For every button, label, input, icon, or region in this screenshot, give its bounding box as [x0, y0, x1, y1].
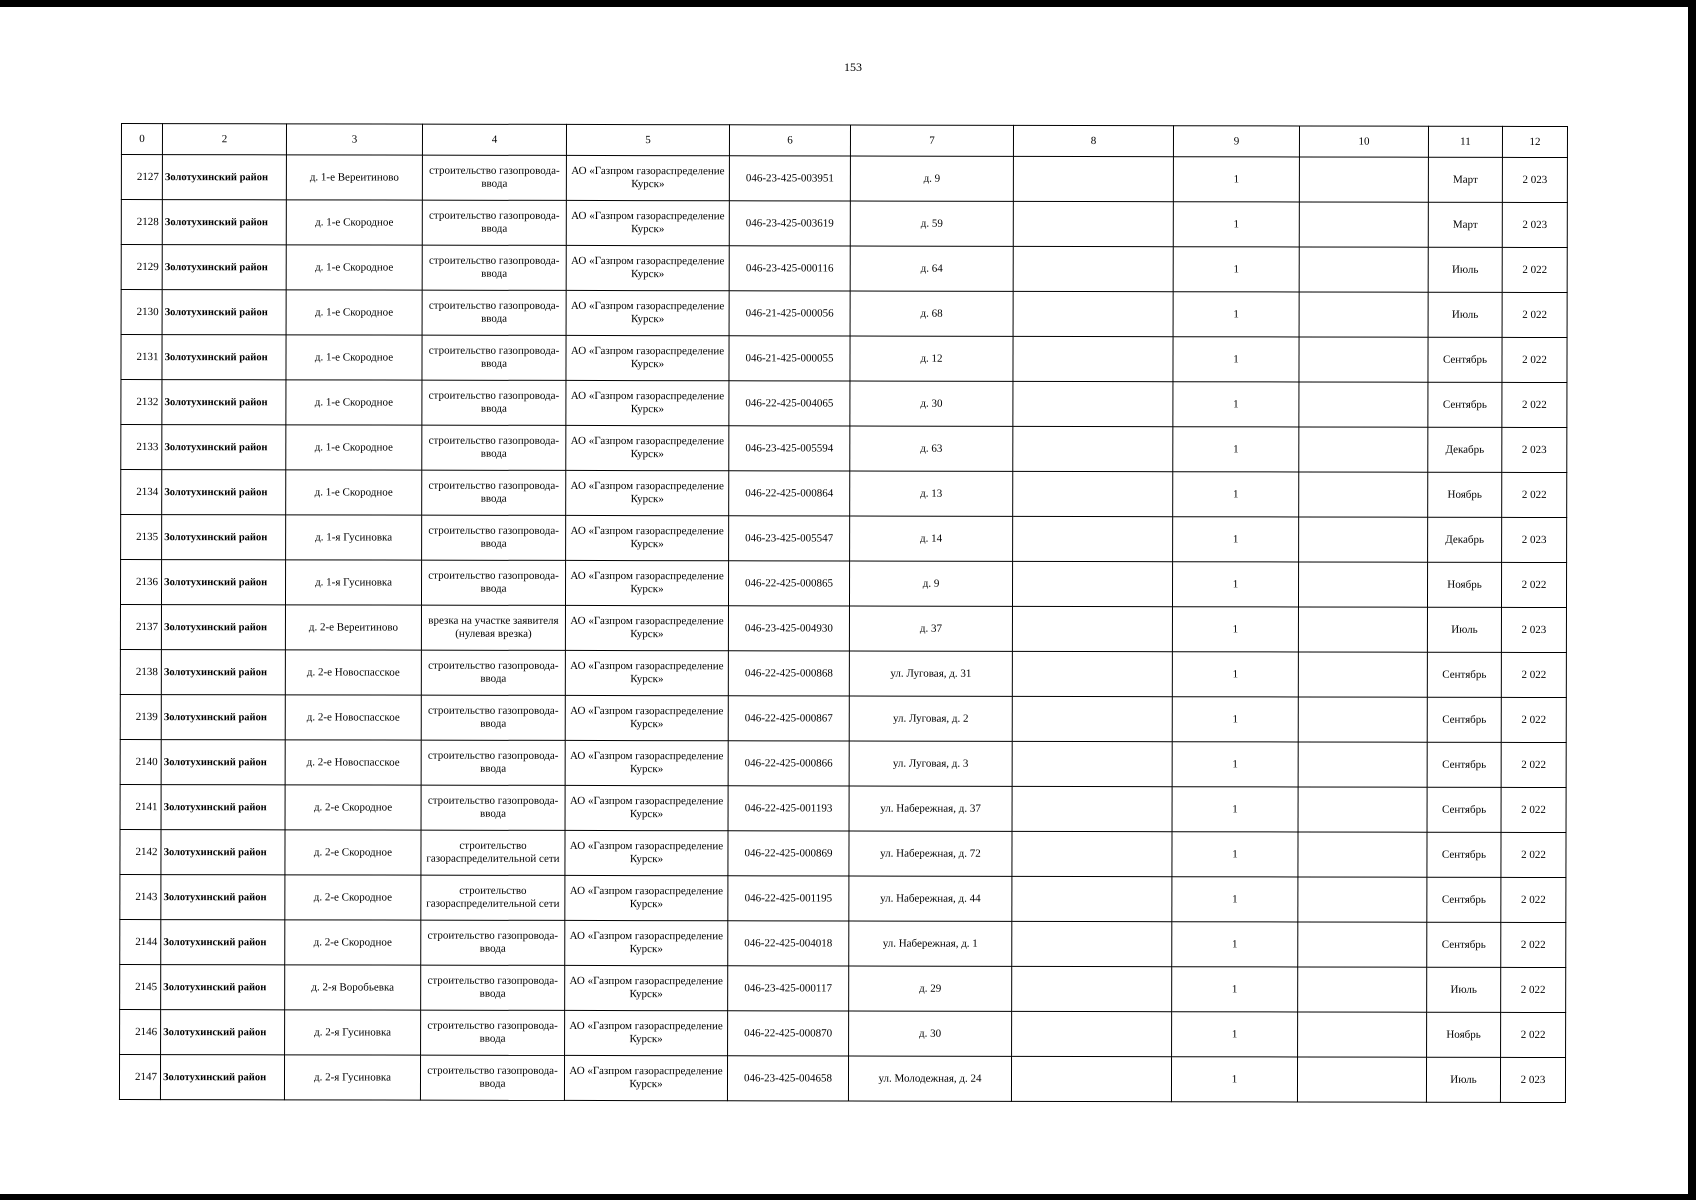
organization-cell: АО «Газпром газораспределение Курск»: [565, 650, 728, 695]
organization-cell: АО «Газпром газораспределение Курск»: [566, 380, 729, 425]
locality-cell: д. 1-е Скородное: [286, 425, 422, 470]
month-cell: Июль: [1426, 1057, 1500, 1102]
column-8-cell: [1012, 966, 1172, 1011]
quantity-cell: 1: [1173, 472, 1299, 517]
locality-cell: д. 1-е Вереитиново: [286, 155, 422, 200]
table-row: [120, 874, 1566, 922]
column-10-cell: [1299, 517, 1428, 562]
locality-cell: д. 2-е Скородное: [285, 785, 421, 830]
work-type-cell: строительство газопровода-ввода: [421, 1010, 565, 1055]
work-type-cell: строительство газопровода-ввода: [422, 200, 566, 245]
column-10-cell: [1299, 157, 1428, 202]
table-body: [119, 155, 1567, 1103]
table-row: [119, 1054, 1565, 1102]
table-row: [121, 290, 1567, 338]
district-cell: Золотухинский район: [162, 425, 286, 470]
month-cell: Ноябрь: [1427, 562, 1501, 607]
month-cell: Март: [1428, 202, 1502, 247]
table-row: [120, 694, 1566, 742]
locality-cell: д. 2-е Новоспасское: [285, 695, 421, 740]
application-code-cell: 046-22-425-000865: [728, 561, 849, 606]
quantity-cell: 1: [1173, 292, 1299, 337]
organization-cell: АО «Газпром газораспределение Курск»: [565, 605, 728, 650]
address-cell: д. 30: [850, 381, 1013, 426]
work-type-cell: строительство газораспределительной сети: [421, 830, 565, 875]
organization-cell: АО «Газпром газораспределение Курск»: [566, 200, 729, 245]
month-cell: Декабрь: [1428, 517, 1502, 562]
address-cell: ул. Набережная, д. 37: [849, 786, 1012, 831]
row-number: 2142: [120, 829, 161, 874]
table-row: [121, 335, 1567, 383]
row-number: 2136: [120, 560, 161, 605]
work-type-cell: строительство газопровода-ввода: [422, 335, 566, 380]
work-type-cell: строительство газопровода-ввода: [421, 695, 565, 740]
application-code-cell: 046-22-425-000870: [728, 1011, 849, 1056]
column-10-cell: [1299, 337, 1428, 382]
address-cell: д. 64: [850, 246, 1013, 291]
column-8-cell: [1012, 786, 1172, 831]
row-number: 2128: [121, 200, 162, 245]
work-type-cell: врезка на участке заявителя (нулевая врезка): [421, 605, 565, 650]
quantity-cell: 1: [1172, 967, 1298, 1012]
organization-cell: АО «Газпром газораспределение Курск»: [566, 290, 729, 335]
year-cell: 2 022: [1502, 472, 1567, 517]
quantity-cell: 1: [1172, 877, 1298, 922]
organization-cell: АО «Газпром газораспределение Курск»: [565, 560, 728, 605]
quantity-cell: 1: [1173, 517, 1299, 562]
column-8-cell: [1012, 831, 1172, 876]
row-number: 2147: [119, 1054, 160, 1099]
district-cell: Золотухинский район: [161, 1010, 285, 1055]
work-type-cell: строительство газопровода-ввода: [422, 290, 566, 335]
organization-cell: АО «Газпром газораспределение Курск»: [566, 245, 729, 290]
column-header: 9: [1173, 126, 1299, 157]
month-cell: Ноябрь: [1427, 1012, 1501, 1057]
district-cell: Золотухинский район: [161, 875, 285, 920]
column-8-cell: [1013, 291, 1173, 336]
application-code-cell: 046-22-425-000868: [728, 651, 849, 696]
registry-table: [119, 123, 1568, 1103]
column-10-cell: [1299, 247, 1428, 292]
column-8-cell: [1013, 426, 1173, 471]
address-cell: д. 30: [849, 1011, 1012, 1056]
scan-border-bottom: [0, 1194, 1696, 1200]
district-cell: Золотухинский район: [162, 515, 286, 560]
organization-cell: АО «Газпром газораспределение Курск»: [565, 695, 728, 740]
quantity-cell: 1: [1173, 427, 1299, 472]
year-cell: 2 022: [1502, 292, 1567, 337]
locality-cell: д. 2-е Вереитиново: [285, 605, 421, 650]
column-8-cell: [1013, 246, 1173, 291]
month-cell: Март: [1428, 157, 1502, 202]
row-number: 2143: [120, 874, 161, 919]
address-cell: д. 37: [849, 606, 1012, 651]
table-row: [120, 649, 1566, 697]
year-cell: 2 022: [1502, 247, 1567, 292]
column-header: 8: [1013, 125, 1173, 156]
district-cell: Золотухинский район: [161, 785, 285, 830]
column-8-cell: [1013, 516, 1173, 561]
locality-cell: д. 1-е Скородное: [286, 470, 422, 515]
locality-cell: д. 1-я Гусиновка: [286, 515, 422, 560]
application-code-cell: 046-22-425-000869: [728, 831, 849, 876]
district-cell: Золотухинский район: [161, 920, 285, 965]
month-cell: Сентябрь: [1427, 832, 1501, 877]
work-type-cell: строительство газопровода-ввода: [422, 470, 566, 515]
quantity-cell: 1: [1173, 337, 1299, 382]
row-number: 2138: [120, 649, 161, 694]
month-cell: Июль: [1427, 607, 1501, 652]
application-code-cell: 046-22-425-004018: [728, 921, 849, 966]
address-cell: д. 12: [850, 336, 1013, 381]
address-cell: д. 13: [850, 471, 1013, 516]
organization-cell: АО «Газпром газораспределение Курск»: [564, 1055, 727, 1100]
application-code-cell: 046-21-425-000055: [729, 336, 850, 381]
district-cell: Золотухинский район: [161, 650, 285, 695]
quantity-cell: 1: [1172, 562, 1298, 607]
column-10-cell: [1298, 562, 1427, 607]
address-cell: ул. Набережная, д. 72: [849, 831, 1012, 876]
application-code-cell: 046-23-425-003951: [729, 156, 850, 201]
address-cell: д. 68: [850, 291, 1013, 336]
application-code-cell: 046-22-425-000866: [728, 741, 849, 786]
address-cell: д. 29: [849, 966, 1012, 1011]
locality-cell: д. 1-е Скородное: [286, 380, 422, 425]
application-code-cell: 046-23-425-004930: [728, 606, 849, 651]
column-10-cell: [1299, 292, 1428, 337]
row-number: 2140: [120, 739, 161, 784]
column-10-cell: [1299, 382, 1428, 427]
row-number: 2137: [120, 605, 161, 650]
column-8-cell: [1012, 651, 1172, 696]
work-type-cell: строительство газопровода-ввода: [422, 515, 566, 560]
month-cell: Июль: [1427, 967, 1501, 1012]
district-cell: Золотухинский район: [162, 470, 286, 515]
organization-cell: АО «Газпром газораспределение Курск»: [565, 740, 728, 785]
locality-cell: д. 2-е Скородное: [285, 830, 421, 875]
locality-cell: д. 2-я Гусиновка: [284, 1055, 420, 1100]
row-number: 2144: [120, 919, 161, 964]
locality-cell: д. 1-е Скородное: [286, 245, 422, 290]
column-10-cell: [1298, 652, 1427, 697]
district-cell: Золотухинский район: [161, 965, 285, 1010]
address-cell: ул. Луговая, д. 3: [849, 741, 1012, 786]
column-header: 6: [729, 125, 850, 156]
district-cell: Золотухинский район: [162, 245, 286, 290]
application-code-cell: 046-23-425-005594: [729, 426, 850, 471]
year-cell: 2 022: [1501, 562, 1566, 607]
column-8-cell: [1012, 741, 1172, 786]
table-row: [120, 560, 1566, 608]
district-cell: Золотухинский район: [162, 200, 286, 245]
column-8-cell: [1013, 201, 1173, 246]
column-10-cell: [1298, 742, 1427, 787]
column-8-cell: [1013, 156, 1173, 201]
application-code-cell: 046-23-425-000116: [729, 246, 850, 291]
table-row: [120, 1009, 1566, 1057]
organization-cell: АО «Газпром газораспределение Курск»: [566, 515, 729, 560]
column-header: 2: [162, 124, 286, 155]
organization-cell: АО «Газпром газораспределение Курск»: [565, 1010, 728, 1055]
column-8-cell: [1012, 561, 1172, 606]
column-8-cell: [1012, 696, 1172, 741]
work-type-cell: строительство газопровода-ввода: [422, 155, 566, 200]
quantity-cell: 1: [1172, 922, 1298, 967]
work-type-cell: строительство газопровода-ввода: [421, 650, 565, 695]
quantity-cell: 1: [1172, 607, 1298, 652]
organization-cell: АО «Газпром газораспределение Курск»: [566, 155, 729, 200]
organization-cell: АО «Газпром газораспределение Курск»: [565, 875, 728, 920]
month-cell: Сентябрь: [1427, 652, 1501, 697]
row-number: 2135: [121, 515, 162, 560]
column-10-cell: [1299, 427, 1428, 472]
month-cell: Июль: [1428, 247, 1502, 292]
scan-border-top: [0, 0, 1696, 7]
organization-cell: АО «Газпром газораспределение Курск»: [565, 965, 728, 1010]
table-row: [121, 425, 1567, 473]
column-10-cell: [1299, 202, 1428, 247]
organization-cell: АО «Газпром газораспределение Курск»: [566, 425, 729, 470]
quantity-cell: 1: [1172, 652, 1298, 697]
application-code-cell: 046-22-425-000864: [729, 471, 850, 516]
locality-cell: д. 2-е Новоспасское: [285, 650, 421, 695]
locality-cell: д. 1-е Скородное: [286, 200, 422, 245]
application-code-cell: 046-22-425-001195: [728, 876, 849, 921]
application-code-cell: 046-22-425-000867: [728, 696, 849, 741]
quantity-cell: 1: [1172, 1012, 1298, 1057]
column-header: 10: [1299, 126, 1428, 157]
district-cell: Золотухинский район: [162, 290, 286, 335]
work-type-cell: строительство газораспределительной сети: [421, 875, 565, 920]
address-cell: ул. Набережная, д. 44: [849, 876, 1012, 921]
row-number: 2133: [121, 425, 162, 470]
column-header: 4: [422, 124, 566, 155]
row-number: 2127: [121, 155, 162, 200]
column-10-cell: [1297, 1057, 1426, 1102]
locality-cell: д. 1-е Скородное: [286, 290, 422, 335]
column-8-cell: [1012, 606, 1172, 651]
quantity-cell: 1: [1172, 832, 1298, 877]
month-cell: Сентябрь: [1427, 922, 1501, 967]
year-cell: 2 022: [1501, 652, 1566, 697]
work-type-cell: строительство газопровода-ввода: [420, 1055, 564, 1100]
district-cell: Золотухинский район: [162, 335, 286, 380]
column-8-cell: [1013, 471, 1173, 516]
application-code-cell: 046-22-425-004065: [729, 381, 850, 426]
table-row: [121, 200, 1567, 248]
month-cell: Декабрь: [1428, 427, 1502, 472]
column-10-cell: [1298, 607, 1427, 652]
year-cell: 2 023: [1502, 517, 1567, 562]
month-cell: Сентябрь: [1428, 382, 1502, 427]
month-cell: Сентябрь: [1427, 877, 1501, 922]
table-row: [120, 784, 1566, 832]
column-header: 3: [286, 124, 422, 155]
locality-cell: д. 2-е Скородное: [285, 920, 421, 965]
month-cell: Сентябрь: [1427, 697, 1501, 742]
address-cell: д. 63: [850, 426, 1013, 471]
column-10-cell: [1298, 922, 1427, 967]
organization-cell: АО «Газпром газораспределение Курск»: [565, 830, 728, 875]
organization-cell: АО «Газпром газораспределение Курск»: [566, 470, 729, 515]
work-type-cell: строительство газопровода-ввода: [421, 965, 565, 1010]
table-row: [120, 829, 1566, 877]
district-cell: Золотухинский район: [161, 560, 285, 605]
locality-cell: д. 2-я Воробьевка: [285, 965, 421, 1010]
column-8-cell: [1013, 381, 1173, 426]
address-cell: д. 59: [850, 201, 1013, 246]
table-row: [120, 739, 1566, 787]
page-number: 153: [844, 60, 862, 74]
table-row: [120, 919, 1566, 967]
locality-cell: д. 2-е Скородное: [285, 875, 421, 920]
column-10-cell: [1299, 472, 1428, 517]
year-cell: 2 022: [1502, 337, 1567, 382]
month-cell: Июль: [1428, 292, 1502, 337]
quantity-cell: 1: [1172, 742, 1298, 787]
quantity-cell: 1: [1173, 247, 1299, 292]
column-10-cell: [1298, 697, 1427, 742]
year-cell: 2 022: [1501, 787, 1566, 832]
row-number: 2129: [121, 245, 162, 290]
year-cell: 2 023: [1500, 1057, 1565, 1102]
table-row: [121, 470, 1567, 518]
row-number: 2132: [121, 380, 162, 425]
table-row: [121, 515, 1567, 563]
year-cell: 2 023: [1502, 427, 1567, 472]
year-cell: 2 022: [1502, 382, 1567, 427]
row-number: 2130: [121, 290, 162, 335]
column-8-cell: [1013, 336, 1173, 381]
row-number: 2131: [121, 335, 162, 380]
column-10-cell: [1298, 967, 1427, 1012]
quantity-cell: 1: [1173, 382, 1299, 427]
district-cell: Золотухинский район: [160, 1055, 284, 1100]
column-10-cell: [1298, 1012, 1427, 1057]
scan-border-right: [1688, 0, 1696, 1200]
locality-cell: д. 2-е Новоспасское: [285, 740, 421, 785]
address-cell: д. 9: [850, 156, 1013, 201]
year-cell: 2 023: [1502, 157, 1567, 202]
application-code-cell: 046-23-425-005547: [729, 516, 850, 561]
quantity-cell: 1: [1171, 1057, 1297, 1102]
month-cell: Сентябрь: [1427, 787, 1501, 832]
row-number: 2146: [120, 1009, 161, 1054]
year-cell: 2 022: [1501, 1012, 1566, 1057]
district-cell: Золотухинский район: [162, 380, 286, 425]
address-cell: ул. Молодежная, д. 24: [848, 1056, 1011, 1101]
application-code-cell: 046-21-425-000056: [729, 291, 850, 336]
column-header: 0: [121, 124, 162, 155]
year-cell: 2 022: [1501, 967, 1566, 1012]
organization-cell: АО «Газпром газораспределение Курск»: [565, 785, 728, 830]
address-cell: д. 9: [849, 561, 1012, 606]
work-type-cell: строительство газопровода-ввода: [421, 785, 565, 830]
column-8-cell: [1012, 921, 1172, 966]
district-cell: Золотухинский район: [161, 740, 285, 785]
address-cell: ул. Набережная, д. 1: [849, 921, 1012, 966]
district-cell: Золотухинский район: [161, 830, 285, 875]
work-type-cell: строительство газопровода-ввода: [422, 245, 566, 290]
work-type-cell: строительство газопровода-ввода: [422, 380, 566, 425]
column-header: 12: [1502, 126, 1567, 157]
locality-cell: д. 1-е Скородное: [286, 335, 422, 380]
column-header: 7: [850, 125, 1013, 156]
column-8-cell: [1012, 1011, 1172, 1056]
district-cell: Золотухинский район: [162, 155, 286, 200]
quantity-cell: 1: [1173, 157, 1299, 202]
column-header: 11: [1428, 126, 1502, 157]
quantity-cell: 1: [1173, 202, 1299, 247]
month-cell: Ноябрь: [1428, 472, 1502, 517]
table-row: [121, 155, 1567, 203]
locality-cell: д. 2-я Гусиновка: [285, 1010, 421, 1055]
header-row: [121, 124, 1567, 158]
row-number: 2139: [120, 694, 161, 739]
year-cell: 2 022: [1501, 832, 1566, 877]
work-type-cell: строительство газопровода-ввода: [421, 560, 565, 605]
application-code-cell: 046-22-425-001193: [728, 786, 849, 831]
column-header: 5: [566, 124, 729, 155]
row-number: 2145: [120, 964, 161, 1009]
month-cell: Сентябрь: [1428, 337, 1502, 382]
application-code-cell: 046-23-425-000117: [728, 966, 849, 1011]
column-8-cell: [1012, 876, 1172, 921]
column-10-cell: [1298, 787, 1427, 832]
address-cell: ул. Луговая, д. 31: [849, 651, 1012, 696]
year-cell: 2 022: [1501, 922, 1566, 967]
column-8-cell: [1011, 1056, 1171, 1101]
column-10-cell: [1298, 877, 1427, 922]
work-type-cell: строительство газопровода-ввода: [421, 920, 565, 965]
month-cell: Сентябрь: [1427, 742, 1501, 787]
organization-cell: АО «Газпром газораспределение Курск»: [565, 920, 728, 965]
table-row: [120, 605, 1566, 653]
application-code-cell: 046-23-425-004658: [727, 1056, 848, 1101]
work-type-cell: строительство газопровода-ввода: [422, 425, 566, 470]
year-cell: 2 022: [1501, 697, 1566, 742]
table-row: [121, 380, 1567, 428]
row-number: 2134: [121, 470, 162, 515]
year-cell: 2 022: [1501, 742, 1566, 787]
year-cell: 2 023: [1502, 202, 1567, 247]
row-number: 2141: [120, 784, 161, 829]
quantity-cell: 1: [1172, 697, 1298, 742]
year-cell: 2 022: [1501, 877, 1566, 922]
quantity-cell: 1: [1172, 787, 1298, 832]
locality-cell: д. 1-я Гусиновка: [285, 560, 421, 605]
address-cell: д. 14: [850, 516, 1013, 561]
district-cell: Золотухинский район: [161, 605, 285, 650]
table-row: [121, 245, 1567, 293]
work-type-cell: строительство газопровода-ввода: [421, 740, 565, 785]
column-10-cell: [1298, 832, 1427, 877]
year-cell: 2 023: [1501, 607, 1566, 652]
table-row: [120, 964, 1566, 1012]
application-code-cell: 046-23-425-003619: [729, 201, 850, 246]
organization-cell: АО «Газпром газораспределение Курск»: [566, 335, 729, 380]
district-cell: Золотухинский район: [161, 695, 285, 740]
address-cell: ул. Луговая, д. 2: [849, 696, 1012, 741]
